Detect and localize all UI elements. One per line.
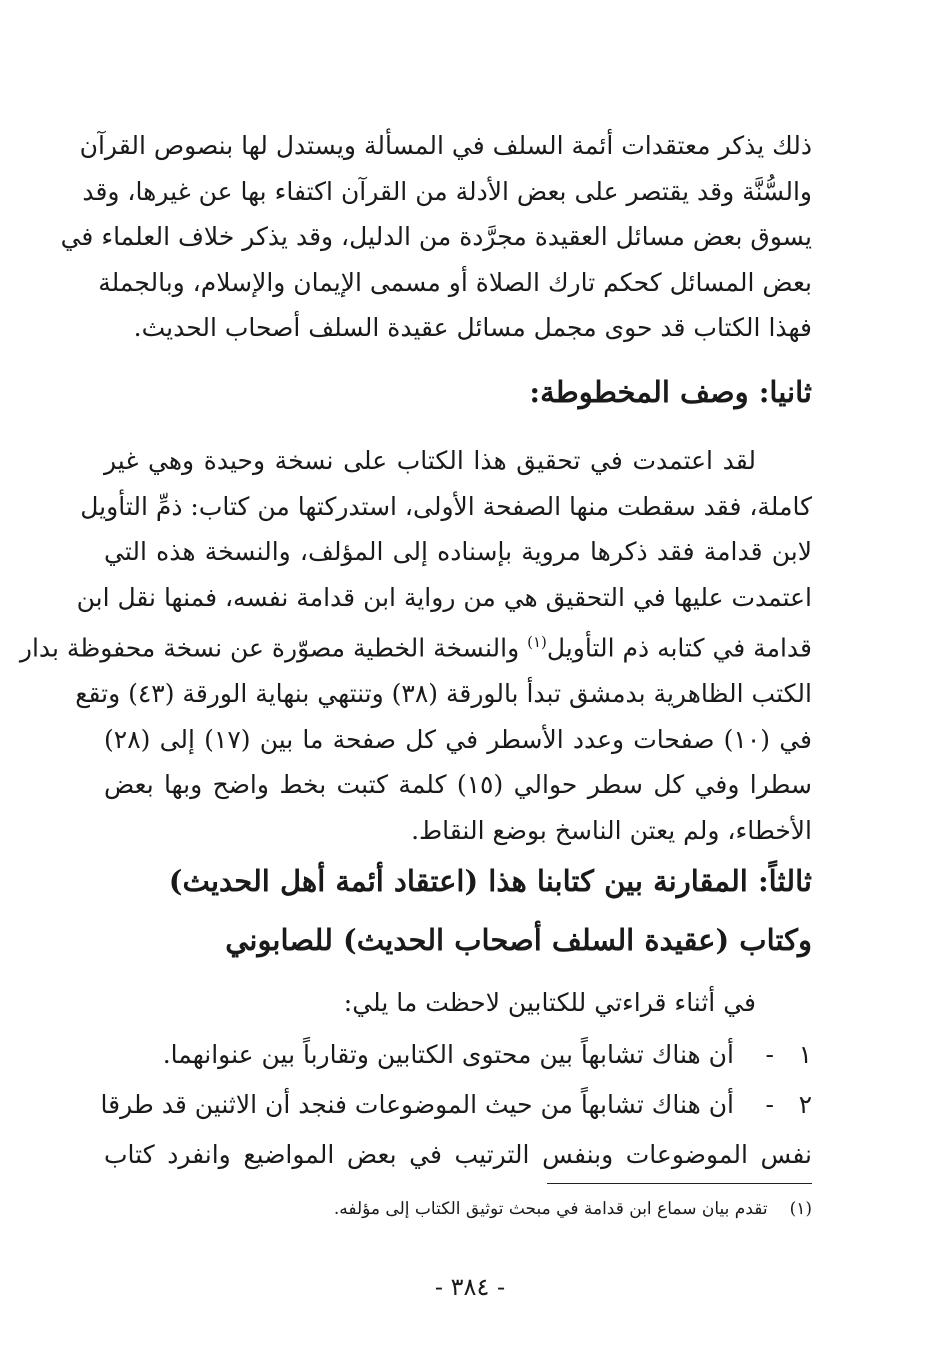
text-segment: والنسخة الخطية مصوّرة عن نسخة محفوظة بدار (19, 633, 528, 663)
page-number: - ٣٨٤ - (434, 1273, 506, 1301)
text-line: والسُّنَّة وقد يقتصر على بعض الأدلة من القرآن اكتفاء بها عن غيرها، وقد (82, 176, 812, 206)
text-line: في (١٠) صفحات وعدد الأسطر في كل صفحة ما بين (١٧) إلى (٢٨) (104, 724, 812, 754)
text-line: سطرا وفي كل سطر حوالي (١٥) كلمة كتبت بخط واضح وبها بعض (104, 770, 812, 800)
footnote-separator (547, 1183, 812, 1184)
text-line: أن هناك تشابهاً من حيث الموضوعات فنجد أن الاثنين قد طرقا (100, 1090, 734, 1119)
text-line: لابن قدامة فقد ذكرها مروية بإسناده إلى المؤلف، والنسخة هذه التي (104, 537, 812, 567)
manuscript-paragraph (19, 438, 812, 854)
section-heading-manuscript (104, 375, 812, 409)
comparison-intro (104, 980, 812, 1026)
text-line: في أثناء قراءتي للكتابين لاحظت ما يلي: (343, 988, 756, 1017)
text-line: أن هناك تشابهاً بين محتوى الكتابين وتقارباً بين عنوانهما. (162, 1040, 734, 1069)
footnote-reference[interactable]: (١) (527, 633, 547, 652)
text-line: فهذا الكتاب قد حوى مجمل مسائل عقيدة السلف أصحاب الحديث. (133, 313, 812, 343)
text-line: ذلك يذكر معتقدات أئمة السلف في المسألة ويستدل لها بنصوص القرآن (79, 131, 812, 160)
item-dash: - (765, 1090, 774, 1119)
text-line: الأخطاء، ولم يعتن الناسخ بوضع النقاط. (411, 816, 812, 846)
footnote-number: (١) (789, 1199, 812, 1219)
item-text (100, 1081, 734, 1129)
footnote-text: تقدم بيان سماع ابن قدامة في مبحث توثيق الكتاب إلى مؤلفه. (333, 1199, 768, 1219)
item-text (104, 1031, 734, 1079)
text-line: اعتمدت عليها في التحقيق هي من رواية ابن قدامة نفسه، فمنها نقل ابن (76, 582, 812, 612)
text-line: لقد اعتمدت في تحقيق هذا الكتاب على نسخة وحيدة وهي غير (104, 446, 756, 475)
item-dash: - (765, 1040, 774, 1069)
list-item (100, 1081, 812, 1179)
text-line: كاملة، فقد سقطت منها الصفحة الأولى، استدركتها من كتاب: ذمِّ التأويل (80, 491, 812, 521)
text-line: نفس الموضوعات وبنفس الترتيب في بعض المواضيع وانفرد كتاب (104, 1140, 812, 1169)
list-item (104, 1031, 812, 1079)
item-number: ١ (798, 1040, 812, 1069)
text-segment: قدامة في كتابه ذم التأويل (546, 633, 812, 663)
section-heading-comparison (104, 852, 812, 970)
footnote (334, 1199, 812, 1219)
text-line: بعض المسائل كحكم تارك الصلاة أو مسمى الإيمان والإسلام، وبالجملة (98, 267, 812, 297)
text-line: الكتب الظاهرية بدمشق تبدأ بالورقة (٣٨) وتنتهي بنهاية الورقة (٤٣) وتقع (75, 679, 812, 709)
heading-text: ثانيا: وصف المخطوطة: (529, 375, 812, 409)
heading-text: ثالثاً: المقارنة بين كتابنا هذا (اعتقاد أئمة أهل الحديث) (168, 864, 812, 898)
text-line: يسوق بعض مسائل العقيدة مجرَّدة من الدليل، وقد يذكر خلاف العلماء في (60, 222, 812, 252)
heading-text: وكتاب (عقيدة السلف أصحاب الحديث) للصابوني (225, 923, 812, 957)
text-line (19, 620, 812, 671)
intro-paragraph (60, 123, 812, 351)
item-number: ٢ (798, 1090, 812, 1119)
